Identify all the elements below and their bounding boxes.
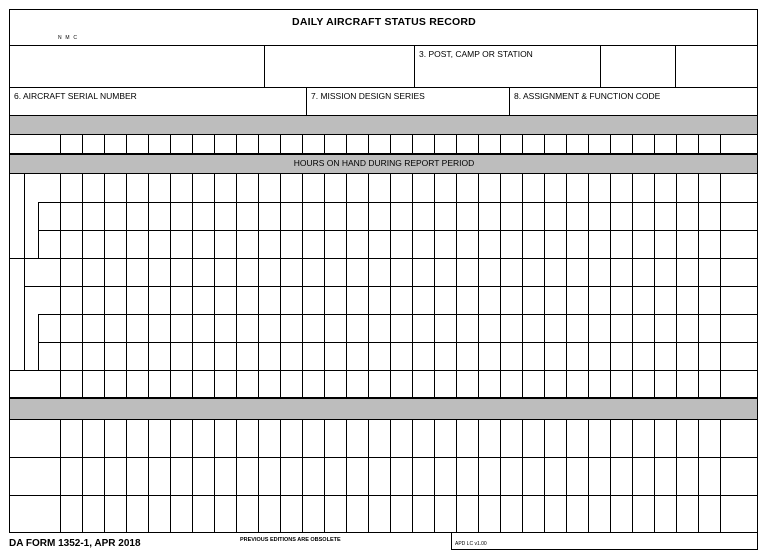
lower-col-line bbox=[610, 420, 611, 533]
grid-col-line bbox=[236, 174, 237, 397]
lower-col-line bbox=[434, 420, 435, 533]
date-col-line bbox=[676, 135, 677, 153]
lower-row-line bbox=[10, 495, 757, 496]
date-row-label-cell[interactable] bbox=[10, 135, 60, 153]
mission-design-series-label: 7. MISSION DESIGN SERIES bbox=[311, 91, 425, 101]
grid-col-line bbox=[302, 174, 303, 397]
grid-col-line bbox=[456, 174, 457, 397]
field-assignment-function-code[interactable] bbox=[510, 88, 757, 115]
lower-col-line bbox=[390, 420, 391, 533]
lower-col-line bbox=[500, 420, 501, 533]
grid-row-line bbox=[10, 370, 757, 371]
lower-col-line bbox=[324, 420, 325, 533]
date-col-line bbox=[346, 135, 347, 153]
lower-col-line bbox=[478, 420, 479, 533]
date-col-line bbox=[412, 135, 413, 153]
hours-band-bottom bbox=[10, 173, 757, 174]
lower-col-line bbox=[214, 420, 215, 533]
field-mission-design-series[interactable] bbox=[307, 88, 509, 115]
grid-col-line bbox=[258, 174, 259, 397]
date-col-line bbox=[522, 135, 523, 153]
date-col-line bbox=[500, 135, 501, 153]
lower-col-line bbox=[368, 420, 369, 533]
date-col-line bbox=[192, 135, 193, 153]
date-col-line bbox=[258, 135, 259, 153]
date-col-line bbox=[566, 135, 567, 153]
lower-col-line bbox=[148, 420, 149, 533]
lower-col-line bbox=[170, 420, 171, 533]
date-col-line bbox=[588, 135, 589, 153]
hours-band-label: HOURS ON HAND DURING REPORT PERIOD bbox=[293, 158, 475, 168]
lower-col-line bbox=[698, 420, 699, 533]
date-col-line bbox=[324, 135, 325, 153]
field-block-4[interactable] bbox=[601, 46, 675, 87]
date-col-line bbox=[236, 135, 237, 153]
lower-col-line bbox=[280, 420, 281, 533]
date-col-line bbox=[280, 135, 281, 153]
field-block-5[interactable] bbox=[676, 46, 757, 87]
grid-row-line bbox=[38, 314, 757, 315]
left-label-divider bbox=[38, 202, 39, 258]
date-col-line bbox=[82, 135, 83, 153]
grid-col-line bbox=[192, 174, 193, 397]
date-col-line bbox=[698, 135, 699, 153]
date-col-line bbox=[170, 135, 171, 153]
grid-row-line bbox=[38, 202, 757, 203]
grid-col-line bbox=[500, 174, 501, 397]
lower-col-line bbox=[522, 420, 523, 533]
assignment-function-code-label: 8. ASSIGNMENT & FUNCTION CODE bbox=[514, 91, 661, 101]
date-col-line bbox=[302, 135, 303, 153]
date-col-line bbox=[60, 135, 61, 153]
lower-col-line bbox=[412, 420, 413, 533]
field-post-camp-station[interactable] bbox=[415, 46, 600, 87]
grid-col-line bbox=[720, 174, 721, 397]
left-label-divider bbox=[24, 174, 25, 258]
lower-col-line bbox=[258, 420, 259, 533]
grid-row-line bbox=[38, 342, 757, 343]
grid-col-line bbox=[170, 174, 171, 397]
lower-col-line bbox=[236, 420, 237, 533]
form-number: DA FORM 1352-1, APR 2018 bbox=[9, 538, 141, 549]
grid-col-line bbox=[698, 174, 699, 397]
band3-bottom bbox=[10, 419, 757, 420]
date-col-line bbox=[126, 135, 127, 153]
grid-col-line bbox=[280, 174, 281, 397]
grid-col-line bbox=[368, 174, 369, 397]
left-label-divider bbox=[38, 314, 39, 370]
form-title: DAILY AIRCRAFT STATUS RECORD bbox=[292, 16, 476, 28]
grid-col-line bbox=[148, 174, 149, 397]
lower-col-line bbox=[346, 420, 347, 533]
grid-col-line bbox=[390, 174, 391, 397]
apd-box bbox=[451, 532, 758, 550]
lower-col-line bbox=[302, 420, 303, 533]
lower-col-line bbox=[104, 420, 105, 533]
lower-col-line bbox=[126, 420, 127, 533]
lower-col-line bbox=[192, 420, 193, 533]
grid-col-line bbox=[654, 174, 655, 397]
grid-col-line bbox=[214, 174, 215, 397]
date-col-line bbox=[720, 135, 721, 153]
lower-col-line bbox=[566, 420, 567, 533]
grid-col-line bbox=[346, 174, 347, 397]
grid-row-line bbox=[38, 230, 757, 231]
post-camp-station-label: 3. POST, CAMP OR STATION bbox=[419, 49, 533, 59]
aircraft-serial-number-label: 6. AIRCRAFT SERIAL NUMBER bbox=[14, 91, 137, 101]
grid-col-line bbox=[324, 174, 325, 397]
grid-col-line bbox=[522, 174, 523, 397]
lower-col-line bbox=[544, 420, 545, 533]
lower-col-line bbox=[60, 420, 61, 533]
grid-col-line bbox=[60, 174, 61, 397]
grid-col-line bbox=[434, 174, 435, 397]
lower-col-line bbox=[82, 420, 83, 533]
grid-col-line bbox=[544, 174, 545, 397]
grid-col-line bbox=[676, 174, 677, 397]
lower-col-line bbox=[720, 420, 721, 533]
gray-band-lower bbox=[10, 399, 757, 419]
date-col-line bbox=[390, 135, 391, 153]
grid-col-line bbox=[412, 174, 413, 397]
date-col-line bbox=[632, 135, 633, 153]
gray-band-top bbox=[10, 116, 757, 134]
nmc-label: N M C bbox=[58, 35, 79, 41]
lower-col-line bbox=[456, 420, 457, 533]
date-col-line bbox=[368, 135, 369, 153]
date-col-line bbox=[104, 135, 105, 153]
band1-bottom bbox=[10, 134, 757, 135]
date-col-line bbox=[544, 135, 545, 153]
grid-row-line bbox=[10, 258, 757, 259]
grid-col-line bbox=[104, 174, 105, 397]
grid-col-line bbox=[478, 174, 479, 397]
previous-editions-note: PREVIOUS EDITIONS ARE OBSOLETE bbox=[240, 537, 341, 543]
date-col-line bbox=[654, 135, 655, 153]
grid-col-line bbox=[566, 174, 567, 397]
date-col-line bbox=[434, 135, 435, 153]
lower-col-line bbox=[654, 420, 655, 533]
date-col-line bbox=[456, 135, 457, 153]
grid-col-line bbox=[632, 174, 633, 397]
date-col-line bbox=[148, 135, 149, 153]
field-aircraft-serial-number[interactable] bbox=[10, 88, 306, 115]
grid-col-line bbox=[610, 174, 611, 397]
date-col-line bbox=[214, 135, 215, 153]
apd-version: APD LC v1.00 bbox=[455, 541, 487, 547]
grid-col-line bbox=[588, 174, 589, 397]
lower-col-line bbox=[676, 420, 677, 533]
date-col-line bbox=[478, 135, 479, 153]
left-label-divider bbox=[24, 258, 25, 370]
field-unit[interactable] bbox=[10, 46, 264, 87]
date-col-line bbox=[610, 135, 611, 153]
field-period[interactable] bbox=[265, 46, 414, 87]
lower-col-line bbox=[588, 420, 589, 533]
lower-row-line bbox=[10, 457, 757, 458]
grid-col-line bbox=[126, 174, 127, 397]
grid-col-line bbox=[82, 174, 83, 397]
lower-col-line bbox=[632, 420, 633, 533]
